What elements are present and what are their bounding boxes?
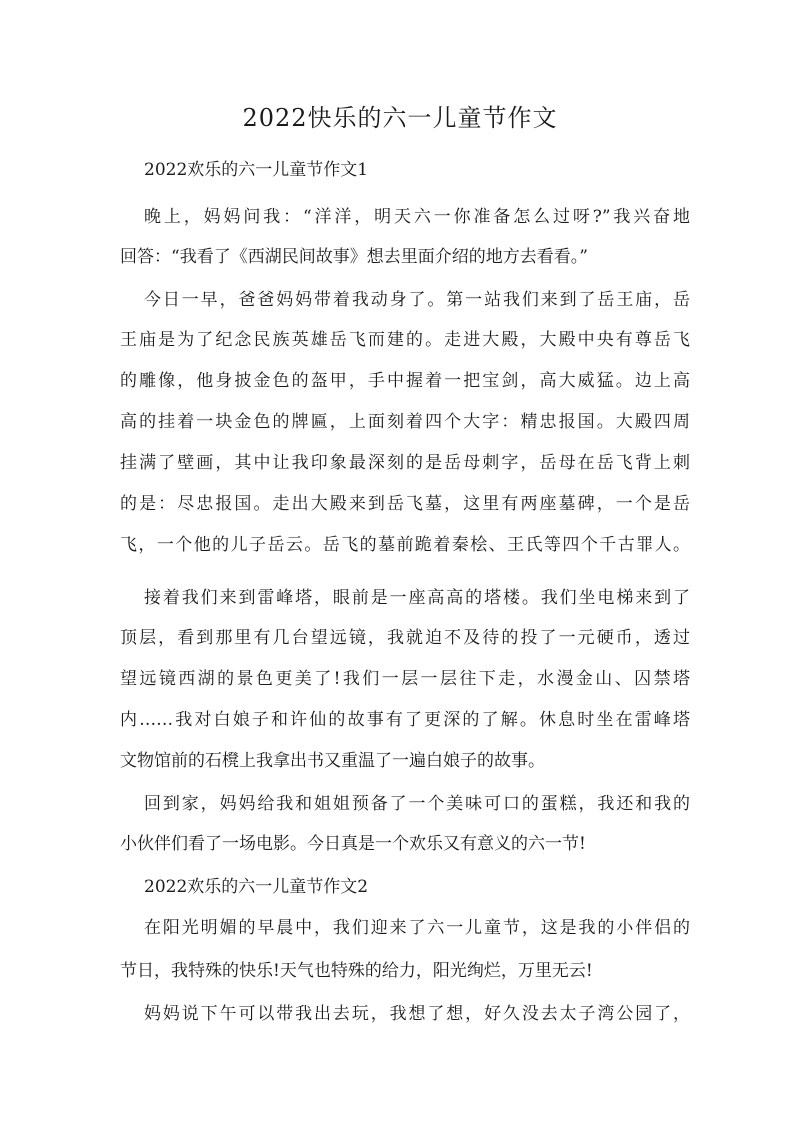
paragraph-line: 文物馆前的石櫈上我拿出书又重温了一遍白娘子的故事。 bbox=[120, 751, 545, 771]
paragraph-line: 妈妈说下午可以带我出去玩，我想了想，好久没去太子湾公园了， bbox=[144, 1004, 690, 1024]
document-title: 2022快乐的六一儿童节作文 bbox=[242, 104, 558, 132]
paragraph-line: 飞，一个他的儿子岳云。岳飞的墓前跪着秦桧、王氏等四个千古罪人。 bbox=[120, 535, 690, 555]
paragraph-line: 回答：“我看了《西湖民间故事》想去里面介绍的地方去看看。” bbox=[120, 247, 588, 267]
paragraph-line: 内……我对白娘子和许仙的故事有了更深的了解。休息时坐在雷峰塔 bbox=[120, 710, 690, 730]
paragraph-line: 王庙是为了纪念民族英雄岳飞而建的。走进大殿，大殿中央有尊岳飞 bbox=[120, 330, 690, 350]
paragraph-line: 在阳光明媚的早晨中，我们迎来了六一儿童节，这是我的小伴侣的 bbox=[144, 918, 690, 938]
section-heading: 2022欢乐的六一儿童节作文2 bbox=[144, 877, 369, 897]
paragraph-line: 节日，我特殊的快乐!天气也特殊的给力，阳光绚烂，万里无云! bbox=[120, 961, 593, 981]
section-heading: 2022欢乐的六一儿童节作文1 bbox=[144, 160, 369, 180]
paragraph-line: 高的挂着一块金色的牌匾，上面刻着四个大字：精忠报国。大殿四周 bbox=[120, 412, 690, 432]
paragraph-line: 小伙伴们看了一场电影。今日真是一个欢乐又有意义的六一节! bbox=[120, 834, 586, 854]
paragraph-line: 接着我们来到雷峰塔，眼前是一座高高的塔楼。我们坐电梯来到了 bbox=[144, 588, 690, 608]
paragraph-line: 回到家，妈妈给我和姐姐预备了一个美味可口的蛋糕，我还和我的 bbox=[144, 794, 690, 814]
paragraph-line: 晚上，妈妈问我：“洋洋，明天六一你准备怎么过呀?”我兴奋地 bbox=[144, 207, 690, 227]
paragraph-line: 挂满了壁画，其中让我印象最深刻的是岳母刺字，岳母在岳飞背上刺 bbox=[120, 453, 690, 473]
paragraph-line: 顶层，看到那里有几台望远镜，我就迫不及待的投了一元硬币，透过 bbox=[120, 628, 690, 648]
paragraph-line: 的雕像，他身披金色的盔甲，手中握着一把宝剑，高大威猛。边上高 bbox=[120, 371, 690, 391]
paragraph-line: 的是：尽忠报国。走出大殿来到岳飞墓，这里有两座墓碑，一个是岳 bbox=[120, 494, 690, 514]
paragraph-line: 今日一早，爸爸妈妈带着我动身了。第一站我们来到了岳王庙，岳 bbox=[144, 290, 690, 310]
paragraph-line: 望远镜西湖的景色更美了!我们一层一层往下走，水漫金山、囚禁塔 bbox=[120, 669, 690, 689]
